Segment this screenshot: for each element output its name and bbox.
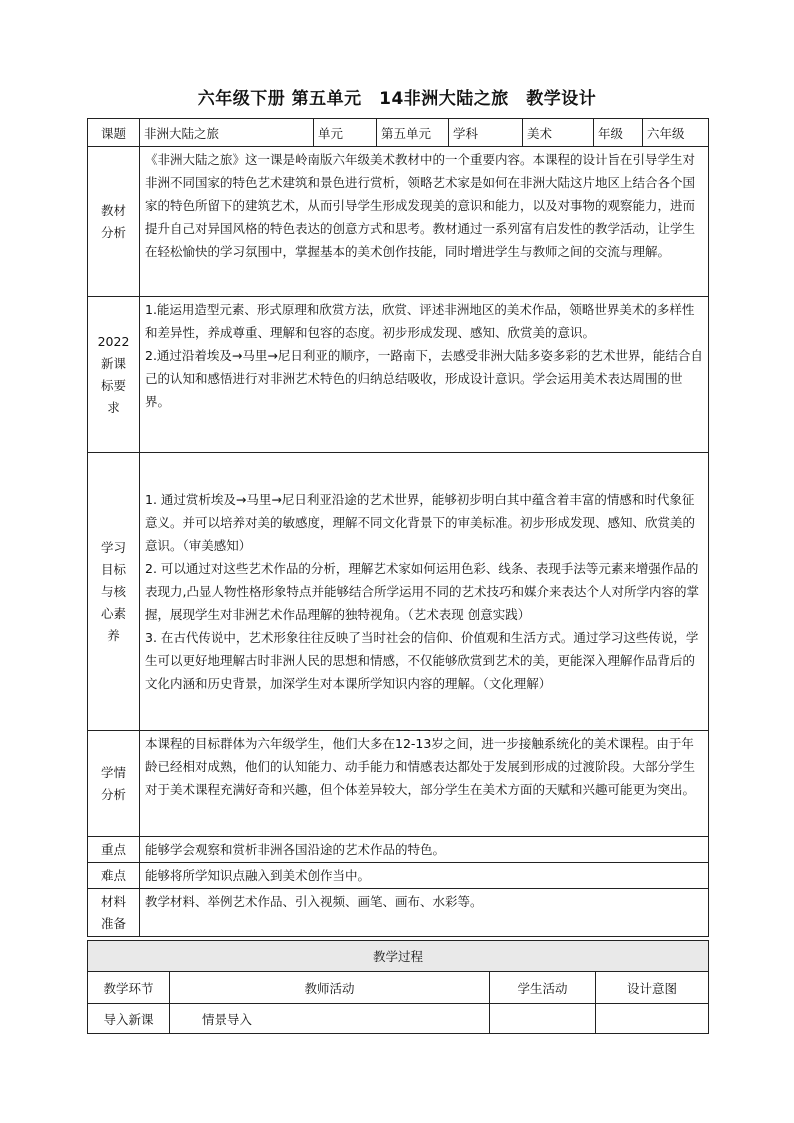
row-learning-objectives bbox=[88, 453, 709, 731]
row-paragraph: 2. 可以通过对这些艺术作品的分析，理解艺术家如何运用色彩、线条、表现手法等元素来增强作品的表现力,凸显人物性格形象特点并能够结合所学运用不同的艺术技巧和媒介来表达个人对所学内容的掌握，展现学生对非洲艺术作品理解的独特视角。（艺术表现 创意实践） bbox=[145, 561, 699, 622]
process-row bbox=[88, 1004, 709, 1034]
row-label-text: 2022 新课 标要 求 bbox=[97, 333, 130, 415]
process-stage: 导入新课 bbox=[88, 1004, 170, 1034]
row-paragraph: 《非洲大陆之旅》这一课是岭南版六年级美术教材中的一个重要内容。本课程的设计旨在引导学生对非洲不同国家的特色艺术建筑和景色进行赏析，领略艺术家是如何在非洲大陆这片地区上结合各个国家的特色所留下的建筑艺术，从而引导学生形成发现美的意识和能力，以及对事物的观察能力，进而提升自己对异国风格的特色表达的创意方式和思考。教材通过一系列富有启发性的教学活动，让学生在轻松愉快的学习氛围中，掌握基本的美术创作技能，同时增进学生与教师之间的交流与理解。 bbox=[145, 152, 696, 259]
row-label bbox=[88, 147, 140, 297]
row-label-text: 学情 分析 bbox=[100, 764, 126, 802]
row-content bbox=[140, 731, 709, 837]
row-content bbox=[140, 453, 709, 731]
process-heading: 教学过程 bbox=[88, 941, 709, 972]
lesson-label: 课题 bbox=[88, 119, 140, 147]
lesson-value: 非洲大陆之旅 bbox=[140, 119, 314, 147]
row-paragraph: 能够学会观察和赏析非洲各国沿途的艺术作品的特色。 bbox=[145, 842, 446, 857]
row-paragraph: 教学材料、举例艺术作品、引入视频、画笔、画布、水彩等。 bbox=[145, 894, 483, 909]
column-header-student: 学生活动 bbox=[490, 972, 596, 1004]
row-label-text: 难点 bbox=[100, 867, 126, 883]
row-paragraph: 3. 在古代传说中，艺术形象往往反映了当时社会的信仰、价值观和生活方式。通过学习这些传说，学生可以更好地理解古时非洲人民的思想和情感，不仅能够欣赏到艺术的美，更能深入理解作品背后的文化内涵和历史背景，加深学生对本课所学知识内容的理解。（文化理解） bbox=[145, 630, 699, 691]
document-title: 六年级下册 第五单元 14非洲大陆之旅 教学设计 bbox=[197, 89, 597, 109]
grade-value: 六年级 bbox=[643, 119, 709, 147]
row-label bbox=[88, 837, 140, 863]
header-row bbox=[88, 119, 709, 147]
row-paragraph: 能够将所学知识点融入到美术创作当中。 bbox=[145, 868, 371, 883]
process-student-activity bbox=[490, 1004, 596, 1034]
process-table bbox=[87, 940, 709, 1034]
row-material-analysis bbox=[88, 147, 709, 297]
lesson-info-table bbox=[87, 118, 709, 937]
process-design-intent bbox=[596, 1004, 709, 1034]
row-paragraph: 1. 通过赏析埃及→马里→尼日利亚沿途的艺术世界，能够初步明白其中蕴含着丰富的情感和时代象征意义。并可以培养对美的敏感度，理解不同文化背景下的审美标准。初步形成发现、感知、欣赏美的意识。（审美感知） bbox=[145, 492, 696, 553]
row-label-text: 教材 分析 bbox=[100, 202, 126, 240]
row-content bbox=[140, 147, 709, 297]
grade-label: 年级 bbox=[594, 119, 643, 147]
unit-label: 单元 bbox=[314, 119, 377, 147]
row-difficulty bbox=[88, 863, 709, 889]
unit-value: 第五单元 bbox=[377, 119, 449, 147]
process-teacher-activity: 情景导入 bbox=[170, 1004, 490, 1034]
row-label bbox=[88, 889, 140, 937]
row-label bbox=[88, 731, 140, 837]
row-student-analysis bbox=[88, 731, 709, 837]
row-materials bbox=[88, 889, 709, 937]
row-label bbox=[88, 453, 140, 731]
row-content bbox=[140, 863, 709, 889]
row-paragraph: 2.通过沿着埃及→马里→尼日利亚的顺序，一路南下，去感受非洲大陆多姿多彩的艺术世界，能结合自己的认知和感悟进行对非洲艺术特色的归纳总结吸收，形成设计意识。学会运用美术表达周围的世界。 bbox=[145, 348, 703, 409]
subject-label: 学科 bbox=[449, 119, 523, 147]
row-label-text: 重点 bbox=[100, 841, 126, 857]
column-header-intent: 设计意图 bbox=[596, 972, 709, 1004]
row-label bbox=[88, 863, 140, 889]
row-curriculum-standard bbox=[88, 297, 709, 453]
column-header-teacher: 教师活动 bbox=[170, 972, 490, 1004]
process-column-headers bbox=[88, 972, 709, 1004]
row-label-text: 学习 目标 与核 心素 养 bbox=[100, 539, 126, 643]
subject-value: 美术 bbox=[523, 119, 594, 147]
row-paragraph: 1.能运用造型元素、形式原理和欣赏方法，欣赏、评述非洲地区的美术作品，领略世界美术的多样性和差异性，养成尊重、理解和包容的态度。初步形成发现、感知、欣赏美的意识。 bbox=[145, 302, 695, 340]
row-paragraph: 本课程的目标群体为六年级学生，他们大多在12-13岁之间，进一步接触系统化的美术课程。由于年龄已经相对成熟，他们的认知能力、动手能力和情感表达都处于发展到形成的过渡阶段。大部分学生对于美术课程充满好奇和兴趣，但个体差异较大，部分学生在美术方面的天赋和兴趣可能更为突出。 bbox=[145, 736, 696, 797]
row-content bbox=[140, 837, 709, 863]
row-content bbox=[140, 889, 709, 937]
column-header-stage: 教学环节 bbox=[88, 972, 170, 1004]
row-key-point bbox=[88, 837, 709, 863]
row-content bbox=[140, 297, 709, 453]
row-label bbox=[88, 297, 140, 453]
row-label-text: 材料 准备 bbox=[100, 893, 126, 931]
